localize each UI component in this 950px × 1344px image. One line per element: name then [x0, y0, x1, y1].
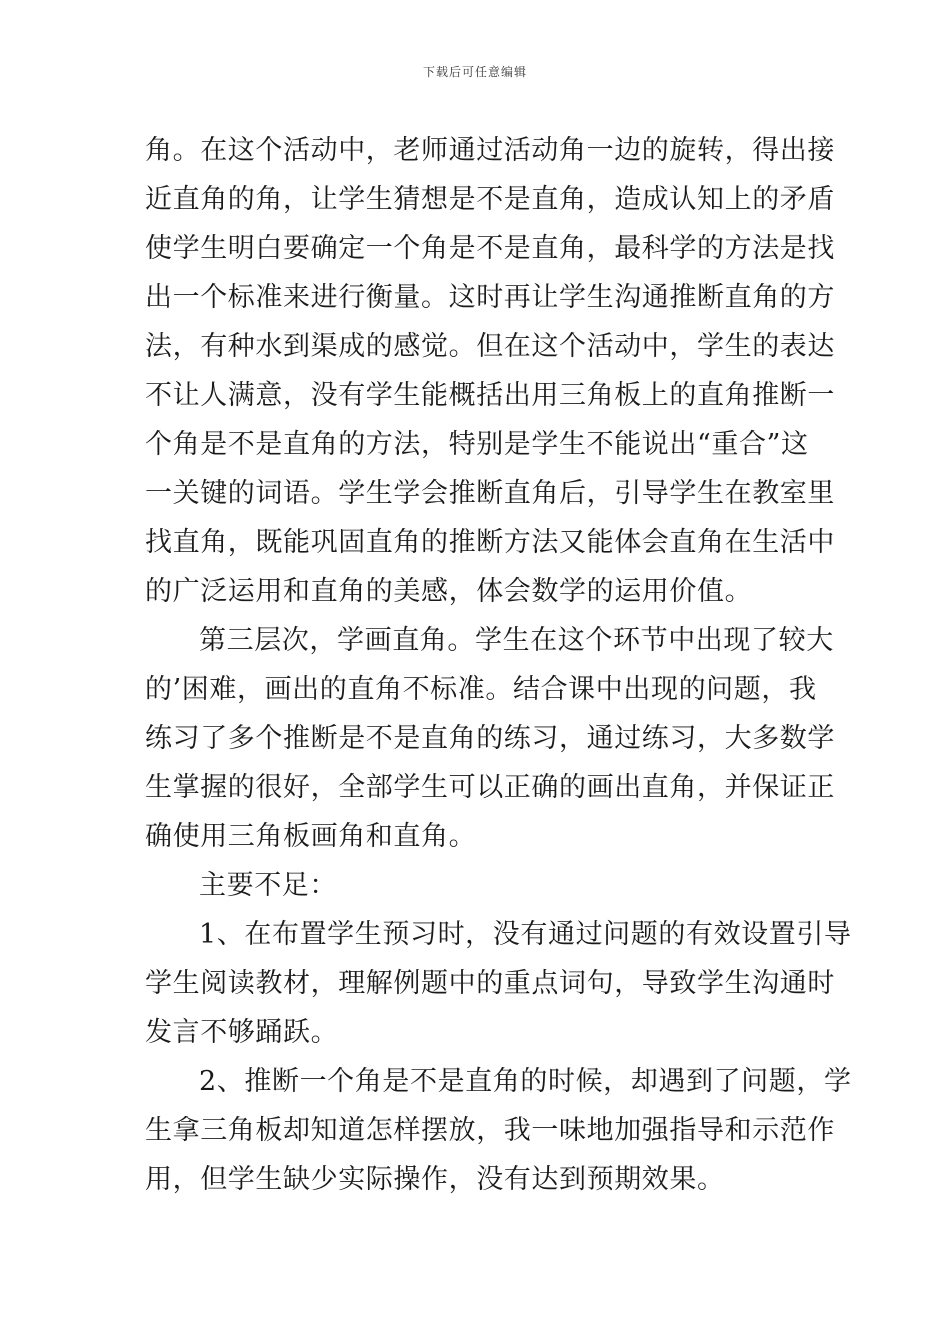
text-line: 的’困难，画出的直角不标准。结合课中出现的问题，我	[145, 674, 817, 705]
paragraph-first-line: 1、在布置学生预习时，没有通过问题的有效设置引导	[199, 919, 852, 950]
text-line: 发言不够踊跃。	[145, 1017, 339, 1048]
text-line: 生掌握的很好，全部学生可以正确的画出直角，并保证正	[145, 772, 835, 803]
paragraph-first-line: 第三层次，学画直角。学生在这个环节中出现了较大	[199, 625, 834, 656]
section-heading: 主要不足：	[199, 870, 337, 901]
text-line: 练习了多个推断是不是直角的练习，通过练习，大多数学	[145, 723, 835, 754]
paragraph-first-line: 2、推断一个角是不是直角的时候，却遇到了问题，学	[199, 1066, 852, 1097]
text-line: 个角是不是直角的方法，特别是学生不能说出“重合”这	[145, 429, 809, 460]
page-header: 下载后可任意编辑	[422, 65, 527, 79]
text-line: 角。在这个活动中，老师通过活动角一边的旋转，得出接	[145, 135, 835, 166]
text-line: 找直角，既能巩固直角的推断方法又能体会直角在生活中	[145, 527, 835, 558]
text-line: 使学生明白要确定一个角是不是直角，最科学的方法是找	[145, 233, 835, 264]
text-line: 的广泛运用和直角的美感，体会数学的运用价值。	[145, 576, 753, 607]
text-line: 生拿三角板却知道怎样摆放，我一味地加强指导和示范作	[145, 1115, 835, 1146]
text-line: 学生阅读教材，理解例题中的重点词句，导致学生沟通时	[145, 968, 835, 999]
text-line: 出一个标准来进行衡量。这时再让学生沟通推断直角的方	[145, 282, 835, 313]
text-line: 不让人满意，没有学生能概括出用三角板上的直角推断一	[145, 380, 835, 411]
text-line: 用，但学生缺少实际操作，没有达到预期效果。	[145, 1164, 725, 1195]
text-line: 近直角的角，让学生猜想是不是直角，造成认知上的矛盾	[145, 184, 835, 215]
document-body	[145, 126, 852, 1204]
text-line: 法，有种水到渠成的感觉。但在这个活动中，学生的表达	[145, 331, 835, 362]
text-line: 确使用三角板画角和直角。	[145, 821, 477, 852]
text-line: 一关键的词语。学生学会推断直角后，引导学生在教室里	[145, 478, 835, 509]
